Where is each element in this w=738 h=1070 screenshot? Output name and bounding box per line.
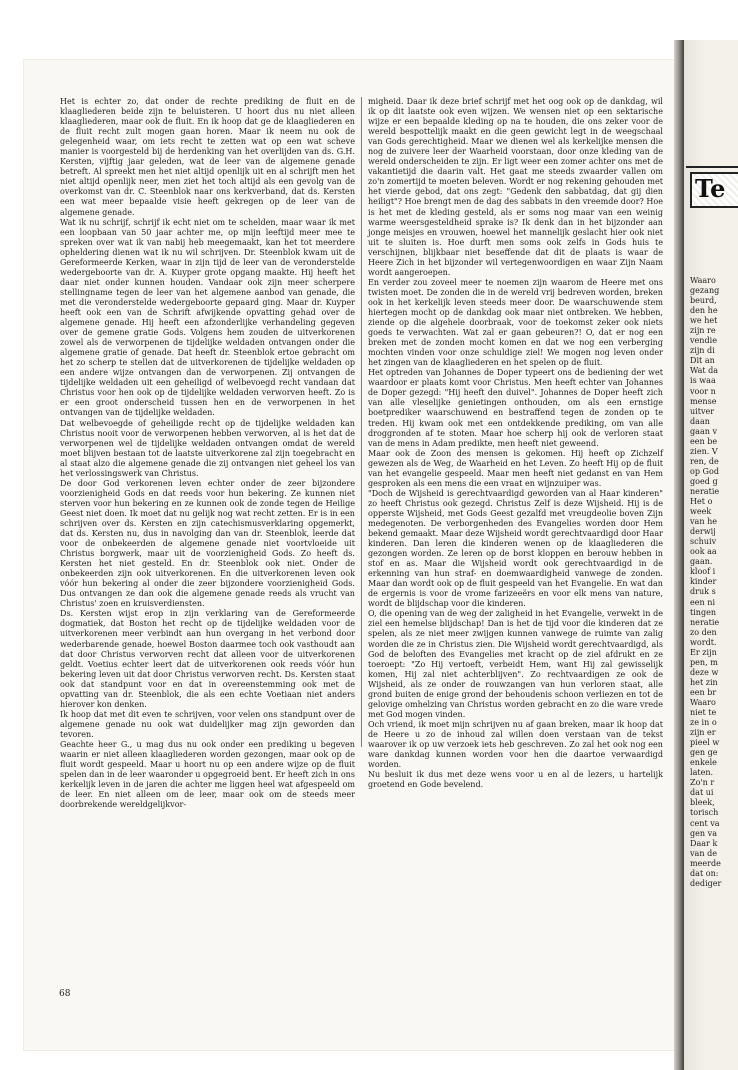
facing-line-fragment: cent va	[690, 818, 720, 828]
facing-line-fragment: tingen	[690, 607, 717, 617]
facing-line-fragment: Daar k	[690, 838, 718, 848]
paragraph: Het optreden van Johannes de Doper typeert ons de bediening der wet waardoor er plaats komt voor Christus. Men heeft echter van Johannes de Doper gezegd: "Hij heeft den duivel". Johannes de Doper heeft zich van alle vleselijke genietingen onthouden, om als een ernstige boetprediker waarschuwend en bestraffend tegen de zonden op te treden. Hij kwam ook met een ontdekkende prediking, om van alle droggronden af te stoten. Maar hoe scherp hij ook de verloren staat van de mens in Adam predikte, men heeft niet geweend.	[368, 368, 663, 448]
column-divider	[361, 97, 362, 747]
facing-line-fragment: gaan.	[690, 557, 713, 567]
facing-line-fragment: uitver	[690, 406, 715, 416]
facing-page	[684, 40, 738, 1070]
paragraph: Och vriend, ik moet mijn schrijven nu af gaan breken, maar ik hoop dat de Heere u zo de inhoud zal willen doen verstaan van de tekst waarover ik op uw verzoek iets heb geschreven. Zo zal het ook nog een ware dankdag kunnen worden voor hen die daartoe verwaardigd worden.	[368, 719, 663, 770]
paragraph: migheid. Daar ik deze brief schrijf met het oog ook op de dankdag, wil ik op dit laatste ook even wijzen. We wensen niet op een sektarische wijze er een bepaalde kleding op na te houden, die ons zeker voor de wereld bespottelijk maakt en die geen gewicht legt in de weegschaal van Gods gerechtigheid. Maar we dienen wel als kerkelijke mensen die nog de zuivere leer der Waarheid voorstaan, door onze kleding van de wereld onderscheiden te zijn. Er ligt weer een zomer achter ons met de vakantietijd die daarin valt. Het gaat me steeds zwaarder vallen om zo'n zomertijd te moeten beleven. Wordt er nog rekening gehouden met het vierde gebod, dat ons zegt: "Gedenk den sabbatdag, dat gij dien heiligt"? Hoe brengt men de dag des sabbats in den vreemde door? Hoe is het met de kleding gesteld, als er soms nog maar van een weinig warme weersgesteldheid sprake is? Ik denk dan in het bijzonder aan jonge meisjes en vrouwen, hoewel het mannelijk geslacht hier ook niet uit te sluiten is. Hoe durft men soms ook zelfs in Gods huis te verschijnen, blijkbaar niet beseffende dat dit de plaats is waar de Heere Zich in het bijzonder wil vertegenwoordigen en waar Zijn Naam wordt aangeroepen.	[368, 97, 663, 277]
facing-line-fragment: ze in o	[690, 718, 717, 728]
facing-line-fragment: enkele	[690, 758, 717, 768]
facing-line-fragment: zijn di	[690, 346, 715, 356]
facing-line-fragment: deze w	[690, 667, 719, 677]
facing-page-heading: Te	[690, 172, 738, 208]
facing-line-fragment: zijn er	[690, 728, 716, 738]
facing-line-fragment: pieel w	[690, 738, 720, 748]
facing-line-fragment: Er zijn	[690, 647, 717, 657]
right-text-column	[368, 97, 663, 790]
facing-line-fragment: gen ge	[690, 748, 718, 758]
facing-line-fragment: zo den	[690, 627, 717, 637]
facing-line-fragment: Dit an	[690, 356, 715, 366]
facing-line-fragment: is waa	[690, 376, 716, 386]
paragraph: Ik hoop dat met dit even te schrijven, voor velen ons standpunt over de algemene genade nu ook wat duidelijker mag zijn geworden dan tevoren.	[60, 709, 355, 739]
paragraph: Geachte heer G., u mag dus nu ook onder een prediking u begeven waarin er niet alleen klaagliederen worden gezongen, maar ook op de fluit wordt gespeeld. Maar u hoort nu op een andere wijze op de fluit spelen dan in de leer waaronder u opgegroeid bent. Er heeft zich in ons kerkelijk leven in de jaren die achter me liggen heel wat afgespeeld om de leer. En niet alleen om de leer, maar ook om de steeds meer doorbrekende wereldgelijkvor-	[60, 740, 355, 810]
facing-line-fragment: Waaro	[690, 276, 716, 285]
facing-line-fragment: neratie	[690, 617, 720, 627]
facing-line-fragment: Wat da	[690, 366, 719, 376]
facing-line-fragment: beurd,	[690, 296, 717, 306]
paragraph: O, die opening van de weg der zaligheid in het Evangelie, verwekt in de ziel een hemelse blijdschap! Dan is het de tijd voor die kinderen dat ze spelen, als ze niet meer zwijgen kunnen vanwege de ruimte van zalig worden die ze in Christus zien. Die Wijsheid wordt gerechtvaardigd, als God de beloften des Evangelies met kracht op de ziel afdrukt en ze toeroept: "Zo Hij vertoeft, verbeidt Hem, want Hij zal gewisselijk komen, Hij zal niet achterblijven". Zo rechtvaardigen ze ook de Wijsheid, als ze onder de rouwzangen van hun verloren staat, alle grond buiten de enige grond der behoudenis schoon verliezen en tot de gelovige omhelzing van Christus worden gebracht en zo die ware vrede met God mogen vinden.	[368, 609, 663, 719]
facing-line-fragment: week	[690, 507, 712, 517]
facing-line-fragment: daan	[690, 416, 710, 426]
facing-line-fragment: gaan v	[690, 426, 718, 436]
facing-line-fragment: een be	[690, 436, 718, 446]
paragraph: Ds. Kersten wijst erop in zijn verklaring van de Gereformeerde dogmatiek, dat Boston het recht op de tijdelijke weldaden voor de uitverkorenen meer verbindt aan hun overgang in het verbond door wederbarende genade, hoewel Boston daarmee toch ook vasthoudt aan dat door Christus verworven recht dat alleen voor de uitverkorenen geldt. Voetius echter leert dat de uitverkorenen ook reeds vóór hun bekering leven uit dat door Christus verworven recht. Ds. Kersten staat ook dat standpunt voor en dat in overeenstemming ook met de opvatting van dr. Steenblok, die als een echte Voetiaan niet anders hierover kon denken.	[60, 609, 355, 709]
facing-line-fragment: gen va	[690, 828, 717, 838]
paragraph: "Doch de Wijsheid is gerechtvaardigd geworden van al Haar kinderen" zo heeft Christus ook gezegd. Christus Zelf is deze Wijsheid. Hij is de opperste Wijsheid, met Gods Geest gezalfd met vreugdeolie boven Zijn medegenoten. De verborgenheden des Evangelies worden door Hem bekend gemaakt. Maar deze Wijsheid wordt gerechtvaardigd door Haar kinderen. Dan leren die kinderen wenen op de klaagliederen die gezongen worden. Ze leren op de borst kloppen en berouw hebben in stof en as. Maar die Wijsheid wordt ook gerechtvaardigd in de erkenning van hun straf- en doemwaardigheid vanwege de zonden. Maar dan wordt ook op de fluit gespeeld van het Evangelie. En wat dan de ergernis is voor de vrome farizeeërs en voor elk mens van nature, wordt de blijdschap voor die kinderen.	[368, 488, 663, 609]
facing-line-fragment: ook aa	[690, 547, 717, 557]
paragraph: Maar ook de Zoon des mensen is gekomen. Hij heeft op Zichzelf gewezen als de Weg, de Waarheid en het Leven. Zo heeft Hij op de fluit van het evangelie gespeeld. Maar men heeft niet gedanst en van Hem gesproken als een mens die een vraat en wijnzuiper was.	[368, 448, 663, 488]
facing-line-fragment: gezang	[690, 286, 720, 296]
facing-line-fragment: derwij	[690, 527, 716, 537]
facing-line-fragment: van he	[690, 517, 718, 527]
facing-line-fragment: laten.	[690, 768, 714, 778]
facing-line-fragment: wordt.	[690, 637, 717, 647]
facing-line-fragment: schuiv	[690, 537, 717, 547]
facing-line-fragment: Waaro	[690, 697, 716, 707]
facing-line-fragment: torisch	[690, 808, 719, 818]
facing-line-fragment: op God	[690, 466, 719, 476]
facing-line-fragment: meerde	[690, 858, 721, 868]
page-number: 68	[59, 989, 71, 999]
paragraph: Dat welbevoegde of geheiligde recht op de tijdelijke weldaden kan Christus nooit voor de verworpenen hebben verworven, al is het dat de verworpenen wel de tijdelijke weldaden ontvangen omdat de wereld moet blijven bestaan tot de laatste uitverkorene zal zijn toegebracht en al staat alzo die algemene genade die zij ontvangen niet geheel los van het verlossingswerk van Christus.	[60, 418, 355, 478]
facing-line-fragment: druk s	[690, 587, 716, 597]
facing-line-fragment: zien. V	[690, 446, 718, 456]
facing-line-fragment: mense	[690, 396, 717, 406]
paragraph: Wat ik nu schrijf, schrijf ik echt niet om te schelden, maar waar ik met een loopbaan van 50 jaar achter me, op mijn leeftijd meer mee te spreken over wat ik van nabij heb meegemaakt, kan het tot meerdere opheldering dienen wat ik nu wil schrijven. Dr. Steenblok kwam uit de Gereformeerde Kerken, waar in zijn tijd de leer van de veronderstelde wedergeboorte van dr. A. Kuyper grote opgang maakte. Hij heeft het daar niet onder kunnen houden. Vandaar ook zijn meer scherpere stellingname tegen de leer van het algemene aanbod van genade, die met die veronderstelde wedergeboorte gepaard ging. Maar dr. Kuyper heeft ook een van de Schrift afwijkende opvatting gehad over de algemene genade. Hij heeft een afzonderlijke verhandeling gegeven over de gemene gratie Gods. Volgens hem zouden de uitverkorenen zowel als de verworpenen de tijdelijke weldaden ontvangen onder die algemene gratie of genade. Dat heeft dr. Steenblok ertoe gebracht om het zo scherp te stellen dat de uitverkorenen de tijdelijke weldaden op een andere wijze ontvangen dan de verworpenen. Zij ontvangen de tijdelijke weldaden uit een geheiligd of welbevoegd recht vandaan dat Christus voor hen ook op de tijdelijke weldaden verworven heeft. Zo is er een groot onderscheid tussen hen en de verworpenen in het ontvangen van de tijdelijke weldaden.	[60, 217, 355, 418]
facing-line-fragment: kloof i	[690, 567, 716, 577]
facing-line-fragment: zijn re	[690, 326, 716, 336]
facing-line-fragment: het zin	[690, 677, 718, 687]
paragraph: Nu besluit ik dus met deze wens voor u en al de lezers, u hartelijk groetend en Gode bevelend.	[368, 770, 663, 790]
facing-line-fragment: we het	[690, 316, 718, 326]
facing-line-fragment: kinder	[690, 577, 717, 587]
left-text-column	[60, 97, 355, 810]
paragraph: De door God verkorenen leven echter onder de zeer bijzondere voorzienigheid Gods en dat reeds voor hun bekering. Ze kunnen niet sterven voor hun bekering en ze kunnen ook de zonde tegen de Heilige Geest niet doen. Ik moet dat nu gelijk nog wat recht zetten. Er is in een schrijven over ds. Kersten en zijn catechismusverklaring opgemerkt, dat ds. Kersten nu, dus in navolging dan van dr. Steenblok, leerde dat voor de onbekeerden de algemene genade niet voortvloeide uit Christus borgwerk, maar uit de voorzienigheid Gods. Zo heeft ds. Kersten het niet gesteld. En dr. Steenblok ook niet. Onder de onbekeerden zijn ook uitverkorenen. En die uitverkorenen leven ook vóór hun bekering al onder die zeer bijzondere voorzienigheid Gods. Dus ontvangen ze dan ook die algemene genade reeds als vrucht van Christus' zoen en kruisverdiensten.	[60, 478, 355, 609]
facing-line-fragment: bleek,	[690, 798, 715, 808]
facing-line-fragment: een ni	[690, 597, 716, 607]
facing-line-fragment: Zo'n r	[690, 778, 715, 788]
facing-line-fragment: van de	[690, 848, 717, 858]
facing-line-fragment: goed g	[690, 476, 718, 486]
facing-line-fragment: niet te	[690, 708, 717, 718]
facing-line-fragment: ren, de	[690, 456, 719, 466]
binding-gutter	[674, 40, 684, 1070]
facing-line-fragment: Het o	[690, 497, 713, 507]
facing-line-fragment: pen, m	[690, 657, 718, 667]
facing-line-fragment: dat on:	[690, 868, 719, 878]
facing-line-fragment: den he	[690, 306, 718, 316]
facing-line-fragment: dediger	[690, 878, 722, 888]
facing-line-fragment: een br	[690, 687, 717, 697]
paragraph: Het is echter zo, dat onder de rechte prediking de fluit en de klaagliederen beide zijn te beluisteren. U hoort dus nu niet alleen klaagliederen, maar ook de fluit. En ik hoop dat ge de klaagliederen en de fluit recht zult mogen gaan horen. Maar ik neem nu ook de gelegenheid waar, om iets recht te zetten wat op een wat scheve manier is voorgesteld bij de herdenking van het overlijden van ds. G.H. Kersten, vijftig jaar geleden, wat de leer van de algemene genade betreft. Al spreekt men het niet altijd openlijk uit en al schrijft men het niet altijd openlijk neer, men ziet het toch altijd als een gevolg van de overkomst van dr. C. Steenblok naar ons kerkverband, dat ds. Kersten een wat meer bepaalde visie heeft gekregen op de leer van de algemene genade.	[60, 97, 355, 217]
facing-page-text	[690, 276, 738, 889]
facing-line-fragment: dat ui	[690, 788, 714, 798]
facing-line-fragment: vendie	[690, 336, 717, 346]
facing-line-fragment: neratie	[690, 486, 720, 496]
facing-line-fragment: voor n	[690, 386, 716, 396]
paragraph: En verder zou zoveel meer te noemen zijn waarom de Heere met ons twisten moet. De zonden die in de wereld vrij bedreven worden, breken ook in het kerkelijk leven steeds meer door. De waarschuwende stem hiertegen mocht op de dankdag ook maar niet ontbreken. We hebben, ziende op die algehele doorbraak, voor de toekomst zeker ook niets goeds te verwachten. Wat zal er gaan gebeuren?! O, dat er nog een breken met de zonden mocht komen en dat we nog een verberging mochten vinden voor onze schuldige ziel! We mogen nog leven onder het zingen van de klaagliederen en het spelen op de fluit.	[368, 277, 663, 368]
